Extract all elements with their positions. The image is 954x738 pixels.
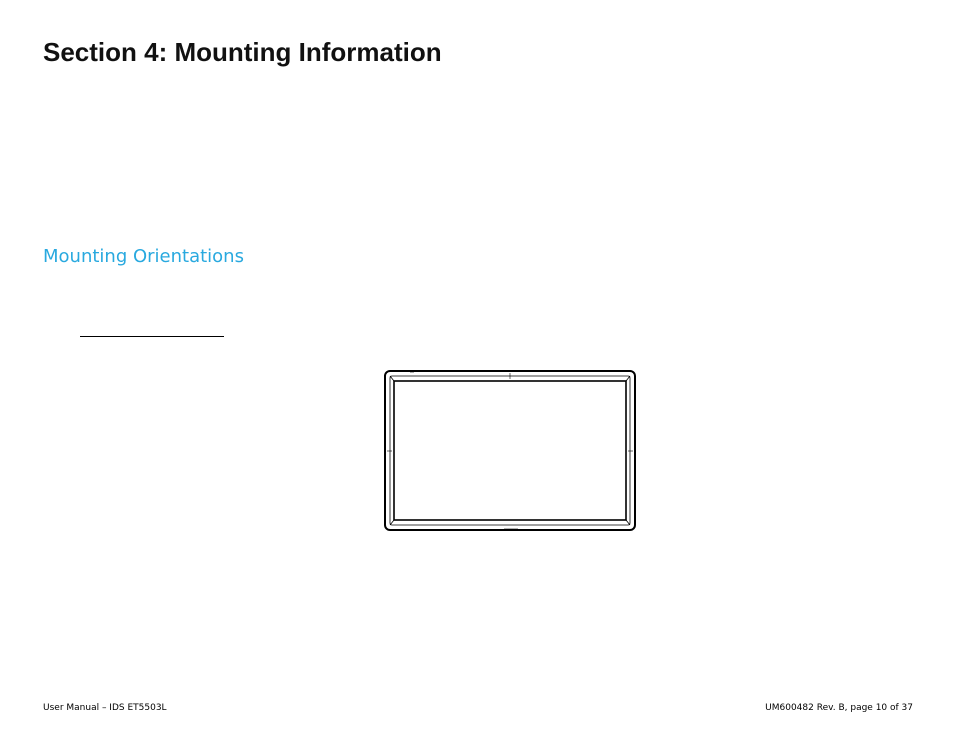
section-title: Section 4: Mounting Information <box>43 37 442 67</box>
subheading-mounting-orientations: Mounting Orientations <box>43 246 244 267</box>
underline-rule <box>80 336 224 337</box>
monitor-screen <box>394 381 626 520</box>
footer-page-reference: UM600482 Rev. B, page 10 of 37 <box>765 703 913 713</box>
landscape-monitor-icon <box>380 366 640 536</box>
footer-document-title: User Manual – IDS ET5503L <box>43 703 167 713</box>
